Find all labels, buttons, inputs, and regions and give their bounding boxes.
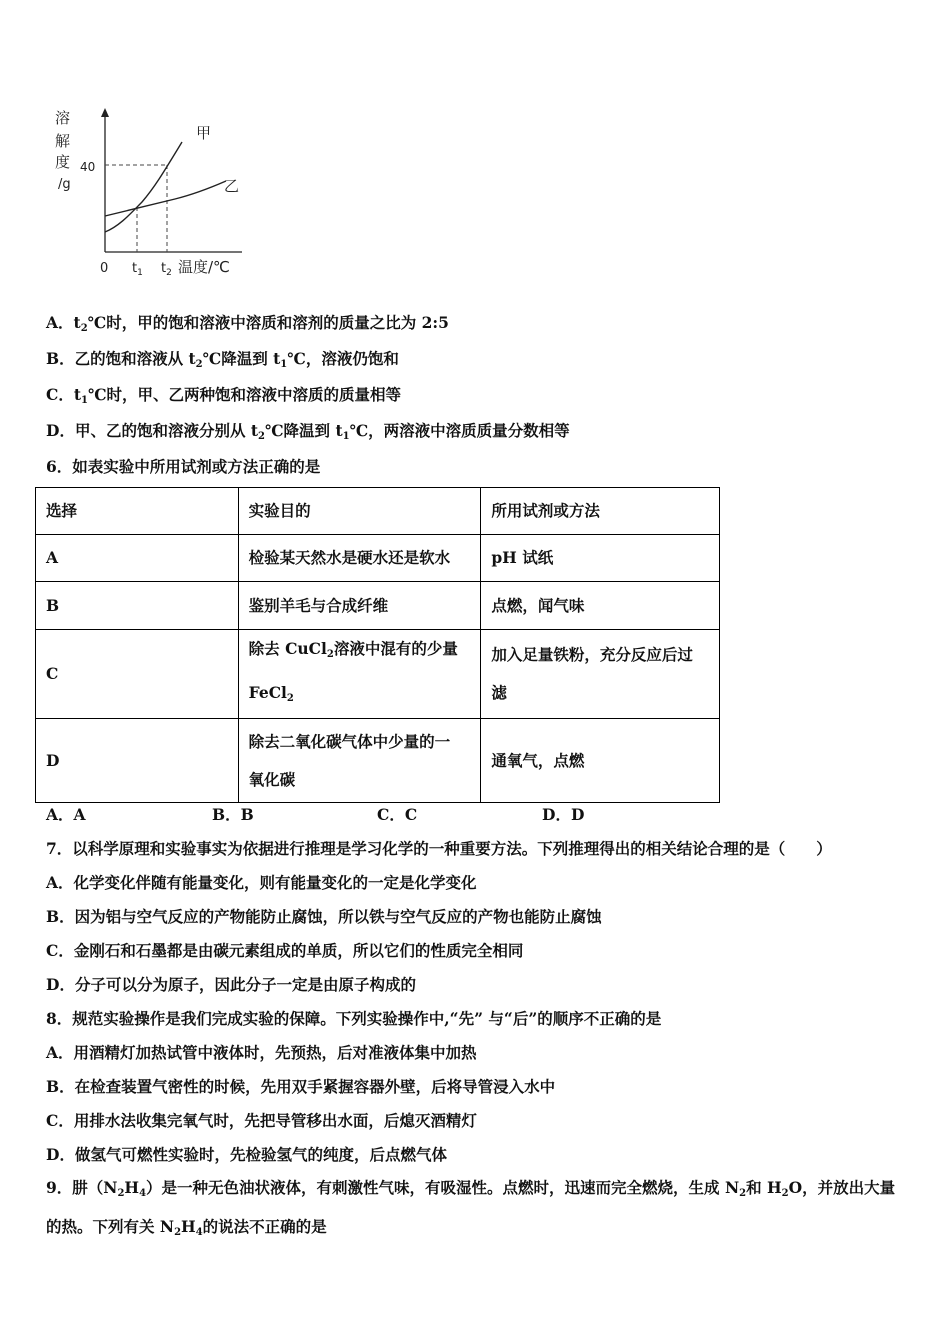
y-tick-40: 40 xyxy=(80,160,96,174)
table-row xyxy=(36,535,720,582)
y-axis-label-char-2: 解 xyxy=(55,132,71,150)
solubility-graph xyxy=(50,100,250,280)
header-purpose: 实验目的 xyxy=(238,488,481,535)
y-axis-arrow xyxy=(101,108,109,117)
q7-option-b[interactable]: B．因为铝与空气反应的产物能防止腐蚀，所以铁与空气反应的产物也能防止腐蚀 xyxy=(46,907,602,926)
t1-label: $t_1$ xyxy=(132,261,143,278)
q5-option-b[interactable]: B．乙的饱和溶液从 $t_2℃$降温到 $t_1℃$，溶液仍饱和 xyxy=(46,349,399,370)
table-row xyxy=(36,630,720,719)
x-axis-label: 温度/℃ xyxy=(178,258,230,276)
q7-option-c[interactable]: C．金刚石和石墨都是由碳元素组成的单质，所以它们的性质完全相同 xyxy=(46,941,524,960)
q9-stem: 9．肼$(N_2H_4)$是一种无色油状液体，有刺激性气味，有吸湿性。点燃时，迅速而完全燃烧，生成 $N_2$和 $H_2O$，并放出大量的热。下列有关 $N_2H_4$的说法不正确的是 xyxy=(46,1178,896,1238)
q5-option-a[interactable]: A．$t_2℃$时，甲的饱和溶液中溶质和溶剂的质量之比为 2:5 xyxy=(46,313,449,334)
cell-purpose: 鉴别羊毛与合成纤维 xyxy=(238,582,481,630)
q8-option-a[interactable]: A．用酒精灯加热试管中液体时，先预热，后对准液体集中加热 xyxy=(46,1043,477,1062)
curve-yi xyxy=(105,181,226,216)
q6-option-d[interactable]: D．D xyxy=(542,805,585,824)
curve-jia xyxy=(105,142,182,232)
q8-option-b[interactable]: B．在检查装置气密性的时候，先用双手紧握容器外壁，后将导管浸入水中 xyxy=(46,1077,556,1096)
cell-select: B xyxy=(36,582,239,630)
cell-select: D xyxy=(36,719,239,803)
cell-select: A xyxy=(36,535,239,582)
q8-option-d[interactable]: D．做氢气可燃性实验时，先检验氢气的纯度，后点燃气体 xyxy=(46,1145,447,1164)
cell-method: pH 试纸 xyxy=(481,535,720,582)
cell-select: C xyxy=(36,630,239,719)
table-row xyxy=(36,582,720,630)
q6-stem: 6．如表实验中所用试剂或方法正确的是 xyxy=(46,457,321,476)
cell-method: 加入足量铁粉，充分反应后过 滤 xyxy=(481,630,720,719)
q6-option-b[interactable]: B．B xyxy=(212,805,254,824)
q6-table xyxy=(35,487,720,803)
header-method: 所用试剂或方法 xyxy=(481,488,720,535)
q5-option-c[interactable]: C．$t_1℃$时，甲、乙两种饱和溶液中溶质的质量相等 xyxy=(46,385,402,406)
origin-label: 0 xyxy=(100,261,109,276)
series-label-yi: 乙 xyxy=(224,177,240,195)
q5-option-d[interactable]: D．甲、乙的饱和溶液分别从 $t_2℃$降温到 $t_1℃$，两溶液中溶质质量分数相等 xyxy=(46,421,570,442)
q6-option-c[interactable]: C．C xyxy=(377,805,418,824)
y-axis-label-char-1: 溶 xyxy=(55,109,71,127)
y-axis-unit: /g xyxy=(58,177,71,192)
q8-stem: 8．规范实验操作是我们完成实验的保障。下列实验操作中,“先” 与“后”的顺序不正确的是 xyxy=(46,1009,662,1028)
t2-label: $t_2$ xyxy=(161,261,172,278)
series-label-jia: 甲 xyxy=(196,124,212,142)
q7-option-d[interactable]: D．分子可以分为原子，因此分子一定是由原子构成的 xyxy=(46,975,416,994)
y-axis-label-char-3: 度 xyxy=(55,153,71,171)
q8-option-c[interactable]: C．用排水法收集完氧气时，先把导管移出水面，后熄灭酒精灯 xyxy=(46,1111,477,1130)
q6-option-a[interactable]: A．A xyxy=(46,805,86,824)
cell-purpose: 除去 CuCl$_2$溶液中混有的少量 FeCl$_2$ xyxy=(238,630,481,719)
cell-method: 通氧气，点燃 xyxy=(481,719,720,803)
cell-method: 点燃，闻气味 xyxy=(481,582,720,630)
q7-stem: 7．以科学原理和实验事实为依据进行推理是学习化学的一种重要方法。下列推理得出的相关结论合理的是（ ） xyxy=(46,839,832,858)
q7-option-a[interactable]: A．化学变化伴随有能量变化，则有能量变化的一定是化学变化 xyxy=(46,873,477,892)
cell-purpose: 除去二氧化碳气体中少量的一 氧化碳 xyxy=(238,719,481,803)
table-row xyxy=(36,719,720,803)
header-select: 选择 xyxy=(36,488,239,535)
cell-purpose: 检验某天然水是硬水还是软水 xyxy=(238,535,481,582)
q6-options xyxy=(46,803,584,825)
table-header-row xyxy=(36,488,720,535)
